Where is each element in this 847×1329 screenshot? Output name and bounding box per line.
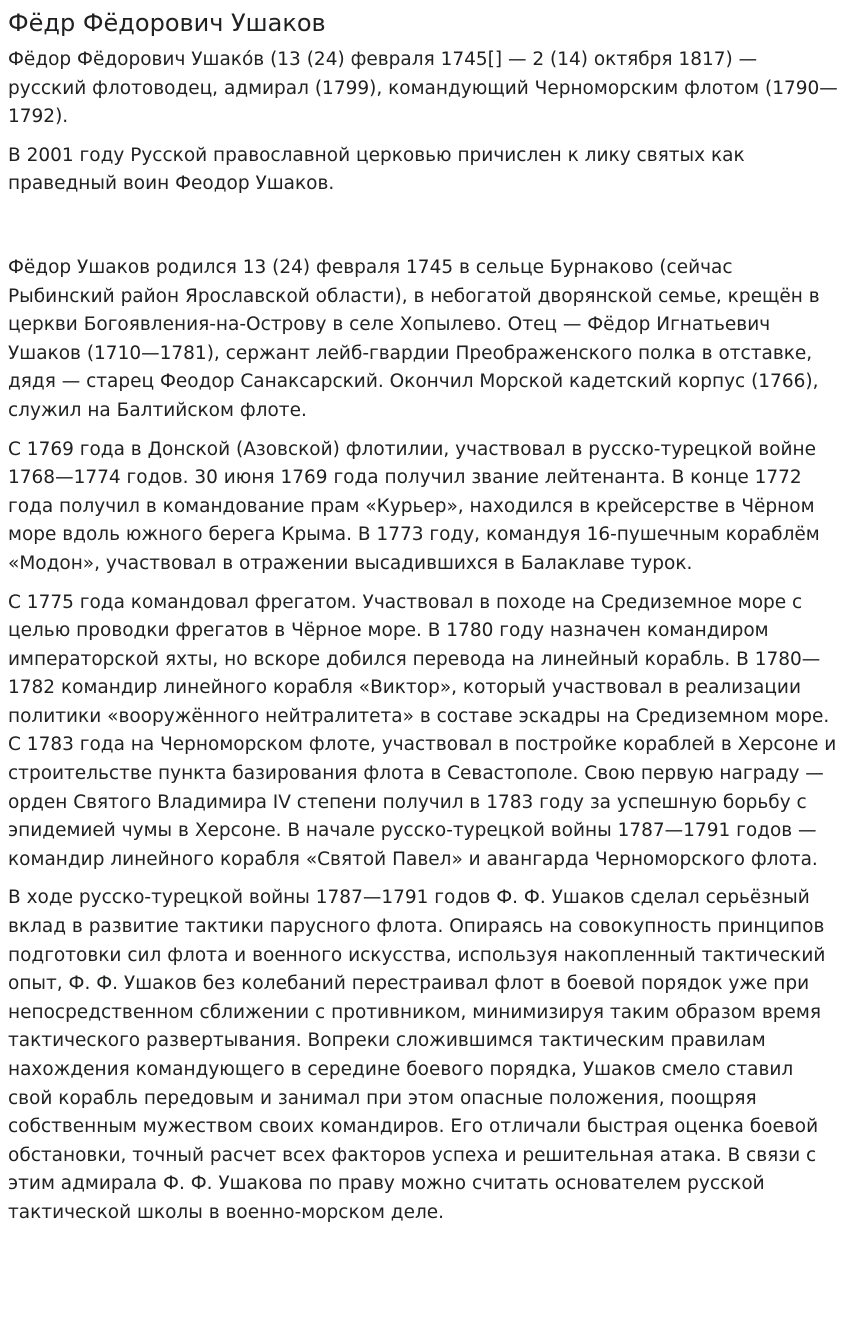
body-paragraph: С 1775 года командовал фрегатом. Участвовал в походе на Средиземное море с целью проводки фрегатов в Чёрное море. В 1780 году назначен командиром императорской яхты, но вскоре добился перевода на линейный корабль. В 1780—1782 командир линейного корабля «Виктор», который участвовал в реализации политики «вооружённого нейтралитета» в составе эскадры на Средиземном море. С 1783 года на Черноморском флоте, участвовал в постройке кораблей в Херсоне и строительстве пункта базирования флота в Севастополе. Свою первую награду — орден Святого Владимира IV степени получил в 1783 году за успешную борьбу с эпидемией чумы в Херсоне. В начале русско-турецкой войны 1787—1791 годов — командир линейного корабля «Святой Павел» и авангарда Черноморского флота. [8,591,837,870]
intro-paragraph: Фёдор Фёдорович Ушако́в (13 (24) февраля 1745[] — 2 (14) октября 1817) — русский флотоводец, адмирал (1799), командующий Черноморским флотом (1790—1792). [8,49,838,128]
page-title: Фёдр Фёдорович Ушаков [8,9,326,37]
body-paragraph: С 1769 года в Донской (Азовской) флотилии, участвовал в русско-турецкой войне 1768—1774 годов. 30 июня 1769 года получил звание лейтенанта. В конце 1772 года получил в командование прам «Курьер», находился в крейсерстве в Чёрном море вдоль южного берега Крыма. В 1773 году, командуя 16-пушечным кораблём «Модон», участвовал в отражении высадившихся в Балаклаве турок. [8,438,820,574]
intro-paragraph: В 2001 году Русской православной церковью причислен к лику святых как праведный воин Феодор Ушаков. [8,144,745,195]
body-paragraph: В ходе русско-турецкой войны 1787—1791 годов Ф. Ф. Ушаков сделал серьёзный вклад в развитие тактики парусного флота. Опираясь на совокупность принципов подготовки сил флота и военного искусства, используя накопленный тактический опыт, Ф. Ф. Ушаков без колебаний перестраивал флот в боевой порядок уже при непосредственном сближении с противником, минимизируя таким образом время тактического развертывания. Вопреки сложившимся тактическим правилам нахождения командующего в середине боевого порядка, Ушаков смело ставил свой корабль передовым и занимал при этом опасные положения, поощряя собственным мужеством своих командиров. Его отличали быстрая оценка боевой обстановки, точный расчет всех факторов успеха и решительная атака. В связи с этим адмирала Ф. Ф. Ушакова по праву можно считать основателем русской тактической школы в военно-морском деле. [8,887,826,1223]
body-paragraph: Фёдор Ушаков родился 13 (24) февраля 1745 в сельце Бурнаково (сейчас Рыбинский район Ярославской области), в небогатой дворянской семье, крещён в церкви Богоявления-на-Острову в селе Хопылево. Отец — Фёдор Игнатьевич Ушаков (1710—1781), сержант лейб-гвардии Преображенского полка в отставке, дядя — старец Феодор Санаксарский. Окончил Морской кадетский корпус (1766), служил на Балтийском флоте. [8,256,820,421]
section-spacer [8,209,839,254]
